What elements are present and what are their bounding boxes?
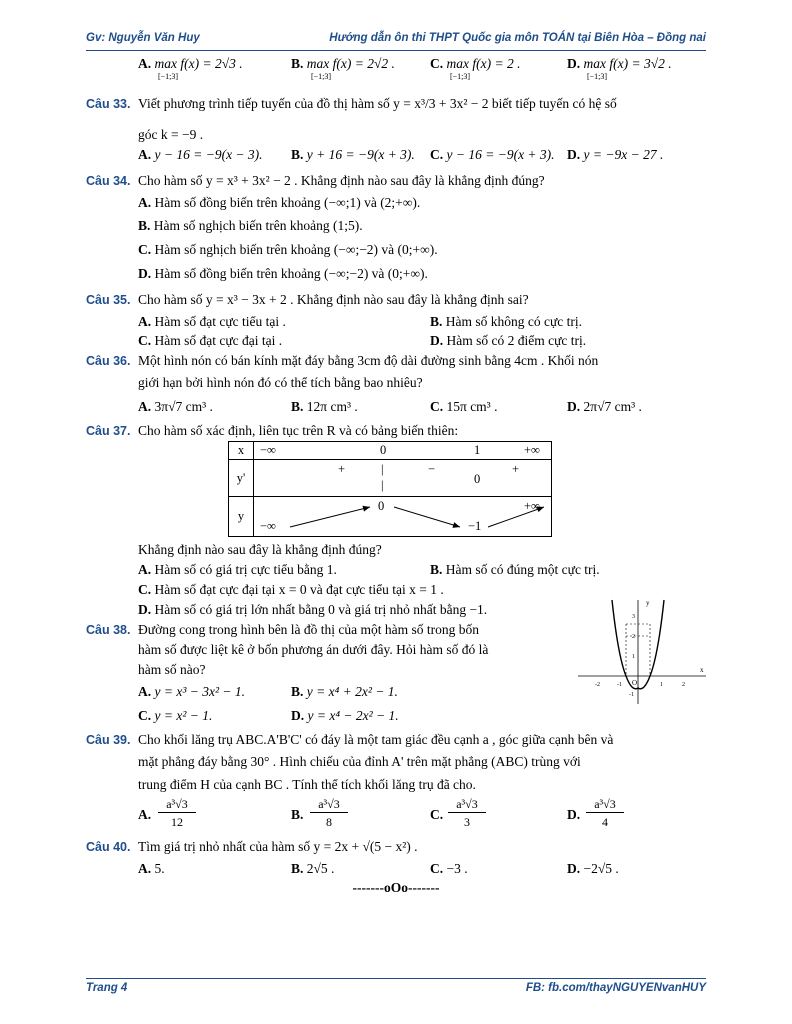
q39-option-b-label: B. — [291, 807, 304, 822]
prev-sub-c: [−1;3] — [450, 72, 471, 81]
q35-option-d: D. Hàm số có 2 điểm cực trị. — [430, 333, 587, 348]
q35-option-a: A. Hàm số đạt cực tiểu tại . — [138, 314, 286, 329]
q37-option-d: D. Hàm số có giá trị lớn nhất bằng 0 và giá trị nhỏ nhất bằng −1. — [138, 602, 488, 617]
end-mark: -------oOo------- — [352, 880, 440, 895]
question-35-text: Cho hàm số y = x³ − 3x + 2 . Khẳng định nào sau đây là khẳng định sai? — [138, 292, 529, 307]
x-val-pos-inf: +∞ — [524, 443, 540, 457]
page-number: Trang 4 — [86, 982, 128, 994]
question-38-number: Câu 38. — [86, 623, 131, 637]
table-y-label: y — [229, 497, 254, 537]
question-40-text: Tìm giá trị nhỏ nhất của hàm số y = 2x + √(5 − x²) . — [138, 839, 418, 854]
q40-option-c: C. −3 . — [430, 861, 468, 876]
x-val-0: 0 — [380, 443, 387, 457]
question-37-text-2: Khẳng định nào sau đây là khẳng định đúng? — [138, 542, 382, 557]
origin-label: O — [632, 679, 638, 687]
question-35-number: Câu 35. — [86, 293, 131, 307]
prev-option-b: B. max f(x) = 2√2 . — [291, 56, 395, 71]
y-tick-3: 3 — [632, 614, 635, 620]
yp-zero: 0 — [474, 472, 481, 486]
function-graph — [574, 596, 710, 708]
q39-d-den: 4 — [602, 815, 608, 829]
x-tick-1: 1 — [660, 682, 663, 688]
question-39-number: Câu 39. — [86, 733, 131, 747]
q36-option-c: C. 15π cm³ . — [430, 399, 498, 414]
y-val-0: 0 — [378, 499, 385, 513]
q39-option-a-label: A. — [138, 807, 152, 822]
q36-option-b: B. 12π cm³ . — [291, 399, 358, 414]
q33-option-c: C. y − 16 = −9(x + 3). — [430, 147, 555, 162]
y-val-neg-inf: −∞ — [260, 519, 276, 533]
question-39-text: Cho khối lăng trụ ABC.A'B'C' có đáy là một tam giác đều cạnh a , góc giữa cạnh bên và — [138, 732, 614, 747]
prev-option-a: A. max f(x) = 2√3 . — [138, 56, 243, 71]
prev-option-c: C. max f(x) = 2 . — [430, 56, 521, 71]
y-val-pos-inf: +∞ — [524, 499, 540, 513]
q39-b-num: a³√3 — [310, 796, 348, 813]
y-tick-neg1: -1 — [629, 692, 634, 698]
q34-option-c: C. Hàm số nghịch biến trên khoảng (−∞;−2) và (0;+∞). — [138, 242, 438, 257]
question-34-text: Cho hàm số y = x³ + 3x² − 2 . Khẳng định nào sau đây là khẳng định đúng? — [138, 173, 545, 188]
question-34-number: Câu 34. — [86, 174, 131, 188]
q40-option-a: A. 5. — [138, 861, 165, 876]
question-36-text: Một hình nón có bán kính mặt đáy bằng 3cm độ dài đường sinh bằng 4cm . Khối nón — [138, 353, 599, 368]
question-33-text-2: góc k = −9 . — [138, 127, 204, 142]
prev-sub-a: [−1;3] — [158, 72, 179, 81]
yp-bar-2: | — [381, 478, 384, 492]
q36-option-a: A. 3π√7 cm³ . — [138, 399, 213, 414]
question-38-text-2: hàm số được liệt kê ở bốn phương án dưới đây. Hỏi hàm số đó là — [138, 642, 489, 657]
q39-c-den: 3 — [464, 815, 470, 829]
x-val-1: 1 — [474, 443, 481, 457]
question-36-number: Câu 36. — [86, 354, 131, 368]
q33-option-b: B. y + 16 = −9(x + 3). — [291, 147, 415, 162]
q39-option-d-label: D. — [567, 807, 581, 822]
yp-sign-minus: − — [428, 462, 436, 476]
q36-option-d: D. 2π√7 cm³ . — [567, 399, 642, 414]
question-40-number: Câu 40. — [86, 840, 131, 854]
q35-option-b: B. Hàm số không có cực trị. — [430, 314, 583, 329]
q34-option-d: D. Hàm số đồng biến trên khoảng (−∞;−2) và (0;+∞). — [138, 266, 428, 281]
yp-bar-1: | — [381, 462, 384, 476]
x-tick-neg1: -1 — [617, 682, 622, 688]
q38-option-a: A. y = x³ − 3x² − 1. — [138, 684, 246, 699]
q39-a-num: a³√3 — [158, 796, 196, 813]
x-tick-2: 2 — [682, 682, 685, 688]
prev-sub-b: [−1;3] — [311, 72, 332, 81]
q38-option-b: B. y = x⁴ + 2x² − 1. — [291, 684, 398, 699]
variation-table — [228, 441, 552, 537]
table-x-label: x — [229, 442, 254, 460]
prev-option-d: D. max f(x) = 3√2 . — [567, 56, 672, 71]
q37-option-a: A. Hàm số có giá trị cực tiểu bằng 1. — [138, 562, 337, 577]
y-axis-label: y — [646, 599, 650, 607]
question-39-text-3: trung điểm H của cạnh BC . Tính thể tích khối lăng trụ đã cho. — [138, 777, 476, 792]
question-36-text-2: giới hạn bởi hình nón đó có thể tích bằng bao nhiêu? — [138, 375, 423, 390]
variation-arrows — [254, 497, 552, 537]
header-author: Gv: Nguyễn Văn Huy — [86, 32, 200, 44]
x-axis-label: x — [700, 666, 704, 674]
x-val-neg-inf: −∞ — [260, 443, 276, 457]
arrow-increase-1 — [290, 507, 370, 527]
q34-option-a: A. Hàm số đồng biến trên khoảng (−∞;1) và (2;+∞). — [138, 195, 421, 210]
q33-option-a: A. y − 16 = −9(x − 3). — [138, 147, 263, 162]
table-yp-label: y' — [229, 460, 254, 497]
y-tick-2: 2 — [632, 634, 635, 640]
q35-option-c: C. Hàm số đạt cực đại tại . — [138, 333, 283, 348]
q40-option-d: D. −2√5 . — [567, 861, 619, 876]
y-val-neg-1: −1 — [468, 519, 482, 533]
q39-c-num: a³√3 — [448, 796, 486, 813]
q40-option-b: B. 2√5 . — [291, 861, 335, 876]
header-title: Hướng dẫn ôn thi THPT Quốc gia môn TOÁN tại Biên Hòa – Đồng nai — [329, 32, 706, 44]
question-33-number: Câu 33. — [86, 97, 131, 111]
question-38-text: Đường cong trong hình bên là đồ thị của một hàm số trong bốn — [138, 622, 480, 637]
footer-facebook-link[interactable]: FB: fb.com/thayNGUYENvanHUY — [525, 982, 706, 994]
prev-sub-d: [−1;3] — [587, 72, 608, 81]
page-header — [86, 32, 706, 51]
x-tick-neg2: -2 — [595, 682, 600, 688]
page-footer — [86, 978, 706, 997]
q39-a-den: 12 — [171, 815, 183, 829]
question-39-text-2: mặt phẳng đáy bằng 30° . Hình chiếu của đỉnh A' trên mặt phẳng (ABC) trùng với — [138, 754, 581, 769]
question-37-number: Câu 37. — [86, 424, 131, 438]
arrow-decrease — [394, 507, 460, 527]
q34-option-b: B. Hàm số nghịch biến trên khoảng (1;5). — [138, 218, 363, 233]
q37-option-c: C. Hàm số đạt cực đại tại x = 0 và đạt cực tiểu tại x = 1 . — [138, 582, 444, 597]
q39-option-c-label: C. — [430, 807, 444, 822]
yp-sign-plus-1: + — [338, 462, 346, 476]
question-37-text: Cho hàm số xác định, liên tục trên R và có bảng biến thiên: — [138, 423, 459, 438]
question-33-text: Viết phương trình tiếp tuyến của đồ thị hàm số y = x³/3 + 3x² − 2 biết tiếp tuyến có hệ số — [138, 96, 617, 111]
q37-option-b: B. Hàm số có đúng một cực trị. — [430, 562, 600, 577]
y-tick-1: 1 — [632, 654, 635, 660]
q33-option-d: D. y = −9x − 27 . — [567, 147, 664, 162]
q38-option-d: D. y = x⁴ − 2x² − 1. — [291, 708, 399, 723]
yp-sign-plus-2: + — [512, 462, 520, 476]
q39-b-den: 8 — [326, 815, 332, 829]
question-38-text-3: hàm số nào? — [138, 662, 206, 677]
q39-d-num: a³√3 — [586, 796, 624, 813]
q38-option-c: C. y = x² − 1. — [138, 708, 213, 723]
